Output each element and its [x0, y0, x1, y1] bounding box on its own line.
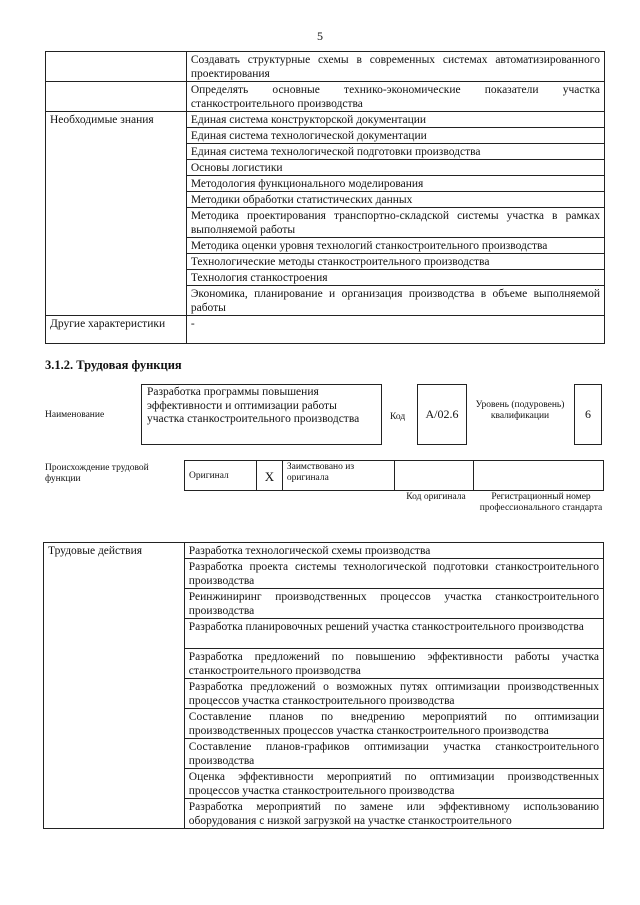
knowledge-item: Методология функционального моделирования [186, 176, 604, 192]
knowledge-item: Технологические методы станкостроительного производства [186, 254, 604, 270]
code-original-label: Код оригинала [406, 492, 466, 502]
knowledge-item: Единая система конструкторской документации [186, 112, 604, 128]
code-original-value [394, 461, 474, 491]
requirements-table [45, 51, 605, 344]
labor-action-item: Разработка предложений по повышению эффективности работы участка станкостроительного производства [184, 649, 603, 679]
labor-action-item: Разработка мероприятий по замене или эффективному использованию оборудования с низкой загрузкой на участке станкостроительного [184, 799, 603, 829]
reg-number-label: Регистрационный номер профессионального стандарта [479, 492, 603, 513]
level-label: Уровень (подуровень) квалификации [475, 400, 565, 421]
knowledge-item: Технология станкостроения [186, 270, 604, 286]
labor-action-item: Разработка проекта системы технологической подготовки станкостроительного производства [184, 559, 603, 589]
labor-action-item: Составление планов по внедрению мероприятий по оптимизации производственных процессов участка станкостроительного производства [184, 709, 603, 739]
other-characteristics-value: - [186, 316, 604, 344]
name-label: Наименование [45, 410, 105, 420]
labor-action-item: Разработка предложений о возможных путях оптимизации производственных процессов участка станкостроительного производства [184, 679, 603, 709]
origin-table [184, 460, 604, 491]
name-value: Разработка программы повышения эффективности и оптимизации работы участка станкостроительного производства [147, 386, 360, 425]
knowledge-item: Методика оценки уровня технологий станкостроительного производства [186, 238, 604, 254]
empty-label-cell [46, 52, 187, 82]
code-box [417, 384, 467, 445]
labor-action-item: Разработка планировочных решений участка станкостроительного производства [184, 619, 603, 649]
knowledge-item: Методики обработки статистических данных [186, 192, 604, 208]
labor-action-item: Разработка технологической схемы производства [184, 543, 603, 559]
other-characteristics-label: Другие характеристики [46, 316, 187, 344]
origin-label: Происхождение трудовой функции [45, 463, 149, 484]
empty-label-cell [46, 82, 187, 112]
section-heading: 3.1.2. Трудовая функция [45, 358, 182, 372]
labor-action-item: Реинжиниринг производственных процессов участка станкостроительного производства [184, 589, 603, 619]
labor-action-item: Составление планов-графиков оптимизации участка станкостроительного производства [184, 739, 603, 769]
original-mark: X [256, 461, 282, 491]
page-number: 5 [317, 29, 323, 43]
name-box [141, 384, 382, 445]
knowledge-item: Единая система технологической подготовки производства [186, 144, 604, 160]
knowledge-item: Основы логистики [186, 160, 604, 176]
code-value: A/02.6 [425, 407, 459, 421]
knowledge-item: Экономика, планирование и организация производства в объеме выполняемой работы [186, 286, 604, 316]
labor-actions-label: Трудовые действия [44, 543, 185, 829]
level-box [574, 384, 602, 445]
code-label: Код [390, 412, 406, 422]
reg-number-value [474, 461, 604, 491]
knowledge-item: Единая система технологической документации [186, 128, 604, 144]
borrowed-label: Заимствовано из оригинала [282, 461, 394, 491]
skill-item: Определять основные технико-экономические показатели участка станкостроительного производства [186, 82, 604, 112]
skill-item: Создавать структурные схемы в современных системах автоматизированного проектирования [186, 52, 604, 82]
original-label: Оригинал [185, 461, 257, 491]
labor-action-item: Оценка эффективности мероприятий по оптимизации производственных процессов участка станкостроительного производства [184, 769, 603, 799]
labor-actions-table [43, 542, 604, 829]
knowledge-label: Необходимые знания [46, 112, 187, 316]
knowledge-item: Методика проектирования транспортно-складской системы участка в рамках выполняемой работы [186, 208, 604, 238]
level-value: 6 [585, 407, 591, 421]
